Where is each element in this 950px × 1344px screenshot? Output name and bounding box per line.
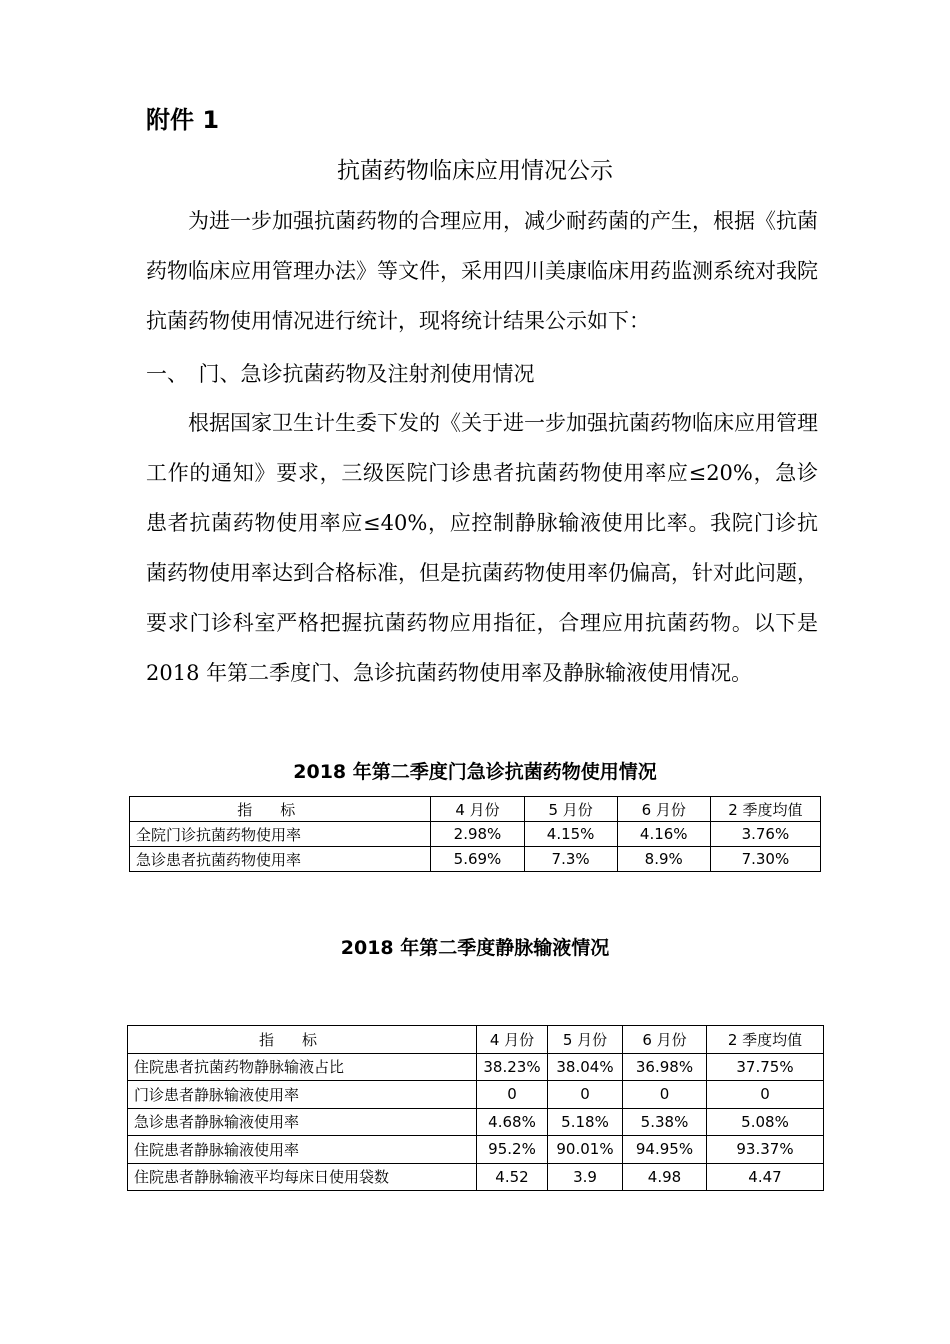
header-april: 4 月份	[477, 1026, 548, 1054]
cell-value: 7.3%	[524, 847, 617, 872]
header-may: 5 月份	[524, 797, 617, 822]
header-q2-average: 2 季度均值	[710, 797, 820, 822]
cell-value: 4.98	[623, 1163, 707, 1191]
table-row	[130, 822, 821, 847]
row-label: 急诊患者静脉输液使用率	[128, 1108, 477, 1136]
cell-value: 94.95%	[623, 1136, 707, 1164]
cell-value: 0	[548, 1081, 623, 1109]
table-row	[130, 847, 821, 872]
cell-value: 8.9%	[617, 847, 710, 872]
section-1-body: 根据国家卫生计生委下发的《关于进一步加强抗菌药物临床应用管理工作的通知》要求，三级医院门诊患者抗菌药物使用率应≤20%，急诊患者抗菌药物使用率应≤40%，应控制静脉输液使用比率。我院门诊抗菌药物使用率达到合格标准，但是抗菌药物使用率仍偏高，针对此问题，要求门诊科室严格把握抗菌药物应用指征，合理应用抗菌药物。以下是 2018 年第二季度门、急诊抗菌药物使用率及静脉输液使用情况。	[146, 411, 818, 685]
cell-value: 4.16%	[617, 822, 710, 847]
header-indicator: 指标	[128, 1026, 477, 1054]
cell-value: 5.18%	[548, 1108, 623, 1136]
table-row	[128, 1136, 824, 1164]
cell-value: 4.15%	[524, 822, 617, 847]
row-label: 急诊患者抗菌药物使用率	[130, 847, 431, 872]
table-header-row	[128, 1026, 824, 1054]
header-june: 6 月份	[623, 1026, 707, 1054]
header-may: 5 月份	[548, 1026, 623, 1054]
table-row	[128, 1163, 824, 1191]
cell-value: 5.69%	[431, 847, 524, 872]
cell-value: 0	[477, 1081, 548, 1109]
row-label: 住院患者静脉输液使用率	[128, 1136, 477, 1164]
table-header-row	[130, 797, 821, 822]
cell-value: 0	[623, 1081, 707, 1109]
table-row	[128, 1081, 824, 1109]
row-label: 全院门诊抗菌药物使用率	[130, 822, 431, 847]
table-row	[128, 1053, 824, 1081]
cell-value: 90.01%	[548, 1136, 623, 1164]
cell-value: 5.08%	[707, 1108, 824, 1136]
header-june: 6 月份	[617, 797, 710, 822]
cell-value: 4.47	[707, 1163, 824, 1191]
cell-value: 36.98%	[623, 1053, 707, 1081]
row-label: 住院患者抗菌药物静脉输液占比	[128, 1053, 477, 1081]
table-1-title: 2018 年第二季度门急诊抗菌药物使用情况	[293, 761, 657, 783]
row-label: 门诊患者静脉输液使用率	[128, 1081, 477, 1109]
outpatient-antibiotic-table	[129, 796, 821, 872]
iv-infusion-table	[127, 1025, 824, 1191]
header-indicator: 指标	[130, 797, 431, 822]
table-2-title: 2018 年第二季度静脉输液情况	[340, 937, 610, 959]
cell-value: 0	[707, 1081, 824, 1109]
cell-value: 38.04%	[548, 1053, 623, 1081]
cell-value: 7.30%	[710, 847, 820, 872]
header-april: 4 月份	[431, 797, 524, 822]
section-1-heading: 一、 门、急诊抗菌药物及注射剂使用情况	[146, 362, 535, 386]
cell-value: 38.23%	[477, 1053, 548, 1081]
document-title: 抗菌药物临床应用情况公示	[337, 158, 613, 184]
cell-value: 3.76%	[710, 822, 820, 847]
row-label: 住院患者静脉输液平均每床日使用袋数	[128, 1163, 477, 1191]
cell-value: 4.68%	[477, 1108, 548, 1136]
header-q2-average: 2 季度均值	[707, 1026, 824, 1054]
cell-value: 3.9	[548, 1163, 623, 1191]
attachment-label: 附件 1	[146, 106, 220, 134]
cell-value: 95.2%	[477, 1136, 548, 1164]
intro-paragraph: 为进一步加强抗菌药物的合理应用，减少耐药菌的产生，根据《抗菌药物临床应用管理办法》等文件，采用四川美康临床用药监测系统对我院抗菌药物使用情况进行统计，现将统计结果公示如下：	[146, 209, 818, 333]
cell-value: 37.75%	[707, 1053, 824, 1081]
cell-value: 4.52	[477, 1163, 548, 1191]
cell-value: 93.37%	[707, 1136, 824, 1164]
cell-value: 2.98%	[431, 822, 524, 847]
table-row	[128, 1108, 824, 1136]
cell-value: 5.38%	[623, 1108, 707, 1136]
